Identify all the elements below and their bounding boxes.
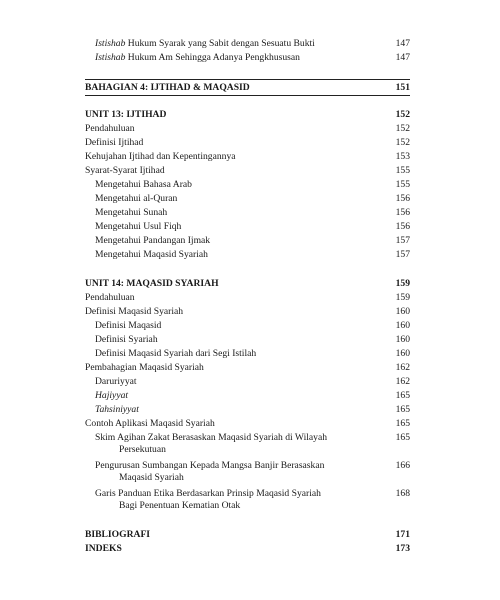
- page-number: 156: [395, 207, 410, 218]
- entry-text: Garis Panduan Etika Berdasarkan Prinsip Maqasid Syariah: [95, 488, 321, 499]
- entry-text: Definisi Ijtihad: [85, 137, 144, 148]
- toc-subentry: [85, 221, 410, 233]
- page-number: 165: [395, 432, 410, 443]
- entry-text: Skim Agihan Zakat Berasaskan Maqasid Syariah di Wilayah: [95, 432, 328, 443]
- entry-text-continued: Bagi Penentuan Kematian Otak: [119, 500, 241, 511]
- entry-text-continued: Maqasid Syariah: [119, 472, 184, 483]
- entry-text: Definisi Maqasid: [95, 320, 162, 331]
- back-matter-entry: [85, 543, 410, 555]
- page-number: 152: [395, 137, 410, 148]
- toc-entry: [85, 151, 410, 163]
- page-number: 157: [395, 249, 410, 260]
- toc-subentry: [85, 376, 410, 388]
- toc-entry: [85, 137, 410, 149]
- page-number: 162: [395, 362, 410, 373]
- toc-entry: [85, 418, 410, 430]
- toc-entry: [85, 38, 410, 50]
- page-number: 162: [395, 376, 410, 387]
- entry-title: BIBLIOGRAFI: [85, 529, 151, 540]
- section-rule-top: [85, 79, 410, 80]
- toc-subentry: [85, 249, 410, 261]
- page-number: 155: [395, 179, 410, 190]
- section-rule-bottom: [85, 95, 410, 96]
- entry-text-continued: Persekutuan: [119, 444, 166, 455]
- toc-subentry: [85, 390, 410, 402]
- toc-subentry: [85, 404, 410, 416]
- entry-text: Mengetahui al-Quran: [95, 193, 178, 204]
- entry-text: Hajiyyat: [95, 390, 129, 401]
- entry-text: Daruriyyat: [95, 376, 137, 387]
- toc-subentry: [85, 460, 410, 484]
- page-number: 160: [395, 306, 410, 317]
- toc-subentry: [85, 193, 410, 205]
- toc-subentry: [85, 179, 410, 191]
- page-number: 152: [395, 109, 410, 120]
- entry-title: INDEKS: [85, 543, 122, 554]
- unit-title: UNIT 14: MAQASID SYARIAH: [85, 278, 219, 289]
- page-number: 165: [395, 390, 410, 401]
- page-number: 165: [395, 404, 410, 415]
- entry-text: Definisi Maqasid Syariah: [85, 306, 184, 317]
- page-number: 160: [395, 334, 410, 345]
- page-number: 166: [395, 460, 410, 471]
- toc-subentry: [85, 432, 410, 456]
- page-number: 160: [395, 348, 410, 359]
- entry-text: Mengetahui Sunah: [95, 207, 168, 218]
- page-number: 173: [395, 543, 410, 554]
- entry-text: Kehujahan Ijtihad dan Kepentingannya: [85, 151, 236, 162]
- page-number: 168: [395, 488, 410, 499]
- page-number: 165: [395, 418, 410, 429]
- toc-subentry: [85, 320, 410, 332]
- entry-text: Mengetahui Usul Fiqh: [95, 221, 182, 232]
- entry-text: Definisi Syariah: [95, 334, 158, 345]
- page-number: 156: [395, 193, 410, 204]
- unit-heading: [85, 109, 410, 121]
- toc-subentry: [85, 334, 410, 346]
- toc-entry: [85, 362, 410, 374]
- page-number: 157: [395, 235, 410, 246]
- toc-entry: [85, 165, 410, 177]
- page-number: 153: [395, 151, 410, 162]
- entry-text: Pendahuluan: [85, 292, 135, 303]
- section-heading: [85, 82, 410, 94]
- toc-subentry: [85, 207, 410, 219]
- page-number: 147: [395, 52, 410, 63]
- toc-subentry: [85, 235, 410, 247]
- toc-subentry: [85, 488, 410, 512]
- entry-text: Mengetahui Maqasid Syariah: [95, 249, 208, 260]
- page-number: 147: [395, 38, 410, 49]
- entry-text: Mengetahui Pandangan Ijmak: [95, 235, 211, 246]
- page-number: 171: [395, 529, 410, 540]
- entry-text: Tahsiniyyat: [95, 404, 139, 415]
- entry-text: Hukum Syarak yang Sabit dengan Sesuatu Bukti: [125, 38, 315, 49]
- toc-subentry: [85, 348, 410, 360]
- entry-text: Pembahagian Maqasid Syariah: [85, 362, 204, 373]
- entry-text: Pengurusan Sumbangan Kepada Mangsa Banjir Berasaskan: [95, 460, 325, 471]
- page-number: 151: [395, 82, 410, 93]
- unit-title: UNIT 13: IJTIHAD: [85, 109, 167, 120]
- entry-italic: Istishab: [95, 38, 126, 49]
- back-matter-entry: [85, 529, 410, 541]
- page-number: 160: [395, 320, 410, 331]
- page-number: 159: [395, 292, 410, 303]
- toc-entry: [85, 292, 410, 304]
- entry-text: Hukum Am Sehingga Adanya Pengkhususan: [125, 52, 300, 63]
- toc-entry: [85, 52, 410, 64]
- toc-entry: [85, 306, 410, 318]
- entry-text: Pendahuluan: [85, 123, 135, 134]
- entry-text: Mengetahui Bahasa Arab: [95, 179, 192, 190]
- unit-heading: [85, 278, 410, 290]
- entry-text: Definisi Maqasid Syariah dari Segi Istilah: [95, 348, 257, 359]
- page-number: 156: [395, 221, 410, 232]
- entry-italic: Istishab: [95, 52, 126, 63]
- entry-text: Syarat-Syarat Ijtihad: [85, 165, 165, 176]
- section-title: BAHAGIAN 4: IJTIHAD & MAQASID: [85, 82, 250, 93]
- page-number: 152: [395, 123, 410, 134]
- page-number: 155: [395, 165, 410, 176]
- page-number: 159: [395, 278, 410, 289]
- toc-entry: [85, 123, 410, 135]
- entry-text: Contoh Aplikasi Maqasid Syariah: [85, 418, 215, 429]
